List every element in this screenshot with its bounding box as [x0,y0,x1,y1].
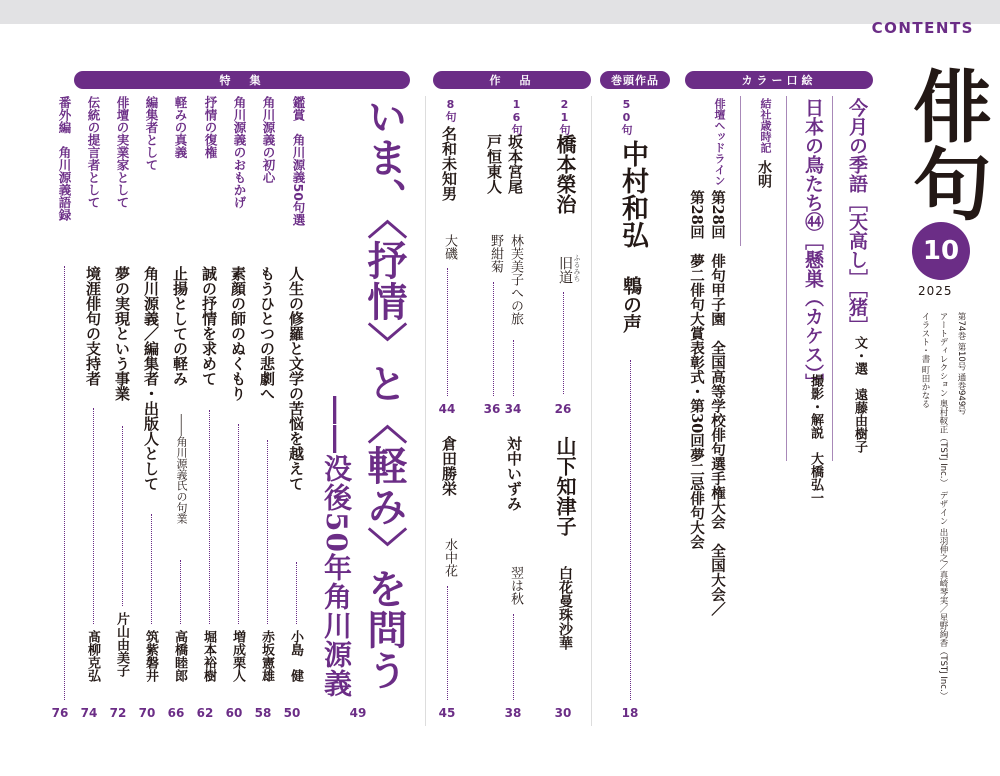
special-item-page: 74 [80,706,98,720]
special-item-label: 編集者として [144,96,159,171]
volume-credit: 第74巻 第10号 通巻949号 [956,312,966,415]
special-item-title: 素顔の師のぬくもり [229,266,247,401]
special-item-title: もうひとつの悲劇へ [258,266,276,401]
saijiki-label: 結社歳時記 [759,98,772,153]
top-band [0,0,1000,24]
special-item-label: 軽みの真義 [173,96,188,159]
work-title: 林芙美子への旅 [508,234,523,325]
issue-number: 10 [922,236,960,266]
special-item-title: 角川源義／編集者・出版人として [142,266,160,491]
work-title: 野紺菊 [488,234,503,273]
work-title-ruby: ふるみち [573,254,581,282]
work-author: 坂本宮尾 [506,134,524,194]
special-item-page: 58 [254,706,272,720]
special-item-author: 筑紫磐井 [143,630,158,682]
special-item-author: 片山由美子 [114,612,129,677]
special-main-page: 49 [349,706,367,720]
work-count-8: 8句 [444,98,457,122]
kantou-author: 中村和弘 [617,140,648,248]
work-author: 対中いずみ [505,436,523,511]
special-item-author: 赤坂憲雄 [259,630,274,682]
special-item-title: 止揚としての軽み [171,266,189,386]
bird-credit: 撮影・解説 大橋弘一 [808,374,823,504]
illustration-credit: イラスト・書 町田かなる [920,312,930,409]
special-item-title: 境涯俳句の支持者 [84,266,102,386]
special-item-label: 俳壇の実業家として [115,96,130,209]
work-title: 水中花 [442,538,457,577]
kigo-title: 今月の季語［天高し］［猪］ [846,98,868,336]
kigo-credit: 文・選 遠藤由樹子 [852,336,867,453]
kantou-count: 50句 [620,98,633,135]
special-item-label: 鑑賞 角川源義50句選 [291,96,306,226]
special-item-label: 角川源義の初心 [261,96,276,184]
headline-line-1: 第28回 俳句甲子園 全国高等学校俳句選手権大会 全国大会／ [709,190,726,617]
special-item-title: 人生の修羅と文学の苦悩を越えて [287,266,305,491]
work-page: 26 [554,402,572,416]
section-kantou: 巻頭作品 [600,71,670,89]
section-color-pages: カラー口絵 [685,71,873,89]
special-item-author: 増成栗人 [230,630,245,682]
special-item-author: 小島 健 [288,630,303,682]
work-author: 倉田勝栄 [440,436,458,496]
special-item-page: 76 [51,706,69,720]
special-item-label: 抒情の復権 [203,96,218,159]
work-page: 34 [504,402,522,416]
special-item-page: 50 [283,706,301,720]
work-author: 山下知津子 [553,436,577,536]
issue-number-badge [912,222,970,280]
headline-label: 俳壇ヘッドライン [713,98,726,186]
work-title: 旧道 [557,256,573,284]
special-item-note: ――角川源義氏の句業 [175,414,188,524]
special-item-title: 誠の抒情を求めて [200,266,218,386]
special-item-page: 70 [138,706,156,720]
special-main-title: いま、〈抒情〉と〈軽み〉を問う [361,96,408,691]
kantou-page: 18 [621,706,639,720]
work-page: 45 [438,706,456,720]
work-count-16: 16句 [510,98,523,135]
contents-label: CONTENTS [871,19,974,37]
kantou-title: 鵯の声 [620,276,642,333]
work-author: 名和未知男 [440,126,458,201]
special-item-page: 72 [109,706,127,720]
headline-line-2: 第28回 夢二俳句大賞表彰式・第30回夢二忌俳句大会 [688,190,705,550]
work-author: 橋本榮治 [553,134,577,214]
work-author: 戸恒東人 [485,134,503,194]
special-item-label: 角川源義のおもかげ [232,96,247,209]
magazine-title: 俳句 [900,66,991,222]
saijiki-title: 水明 [756,160,772,188]
special-item-page: 62 [196,706,214,720]
work-page: 44 [438,402,456,416]
section-works: 作 品 [433,71,591,89]
bird-title: 日本の鳥たち㊹［懸巣（カケス）］ [802,98,824,393]
special-item-page: 66 [167,706,185,720]
work-title: 大磯 [442,234,457,260]
special-sub-title: ――没後50年角川源義 [320,396,353,698]
work-page: 30 [554,706,572,720]
special-item-title: 夢の実現という事業 [113,266,131,401]
work-title: 白花曼珠沙華 [557,566,573,650]
section-special: 特 集 [74,71,410,89]
special-item-author: 堀本裕樹 [201,630,216,682]
special-item-label: 伝統の提言者として [86,96,101,209]
special-item-author: 髙柳克弘 [85,630,100,682]
work-title: 翌は秋 [508,566,523,605]
special-item-author: 高橋睦郎 [172,630,187,682]
special-item-page: 60 [225,706,243,720]
work-count-21: 21句 [558,98,571,135]
design-credit: アートディレクション 奥村靫正（TSTJ Inc.） デザイン 出羽伸之／真崎琴実／星野絢香（TSTJ Inc.） [938,312,948,701]
work-page: 36 [483,402,501,416]
special-item-label: 番外編 角川源義語録 [57,96,72,221]
issue-year: 2025 [918,284,953,298]
work-page: 38 [504,706,522,720]
